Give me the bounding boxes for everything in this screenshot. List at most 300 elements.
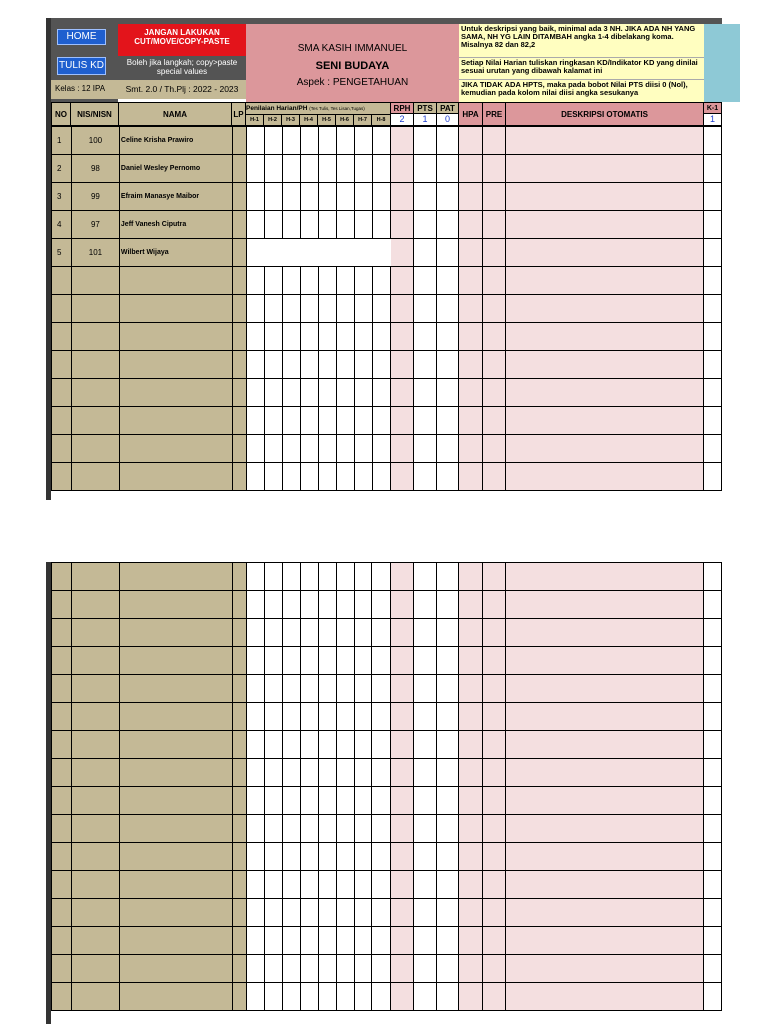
grid-cell[interactable]: [52, 703, 72, 731]
grid-cell[interactable]: [372, 843, 391, 871]
grid-cell[interactable]: [318, 211, 336, 239]
grid-cell[interactable]: [264, 815, 282, 843]
grid-cell[interactable]: [71, 647, 119, 675]
grid-cell[interactable]: [336, 267, 354, 295]
grid-cell[interactable]: [354, 591, 372, 619]
grid-cell[interactable]: [246, 871, 264, 899]
grid-cell[interactable]: [506, 267, 704, 295]
grid-cell[interactable]: [264, 267, 282, 295]
grid-cell[interactable]: [437, 183, 459, 211]
grid-cell[interactable]: [437, 155, 459, 183]
grid-cell[interactable]: [372, 351, 391, 379]
grid-cell[interactable]: [300, 239, 318, 267]
grid-cell[interactable]: [232, 295, 246, 323]
grid-cell[interactable]: [264, 351, 282, 379]
grid-cell[interactable]: [506, 435, 704, 463]
grid-cell[interactable]: [391, 983, 414, 1011]
grid-cell[interactable]: [282, 759, 300, 787]
grid-cell[interactable]: [483, 435, 506, 463]
student-name[interactable]: Wilbert Wijaya: [119, 239, 232, 267]
grid-cell[interactable]: [119, 351, 232, 379]
grid-cell[interactable]: [372, 927, 391, 955]
grid-cell[interactable]: [506, 407, 704, 435]
grid-cell[interactable]: [414, 463, 437, 491]
grid-cell[interactable]: [232, 647, 246, 675]
grid-cell[interactable]: [483, 619, 506, 647]
grid-cell[interactable]: [318, 647, 336, 675]
grid-cell[interactable]: [264, 955, 282, 983]
grid-cell[interactable]: [354, 619, 372, 647]
grid-cell[interactable]: [119, 871, 232, 899]
grid-cell[interactable]: [354, 155, 372, 183]
grid-cell[interactable]: [459, 815, 483, 843]
grid-cell[interactable]: [483, 591, 506, 619]
grid-cell[interactable]: [437, 463, 459, 491]
grid-cell[interactable]: [437, 899, 459, 927]
grid-cell[interactable]: [119, 295, 232, 323]
grid-cell[interactable]: [119, 647, 232, 675]
grid-cell[interactable]: [703, 563, 721, 591]
grid-cell[interactable]: [414, 899, 437, 927]
grid-cell[interactable]: [354, 983, 372, 1011]
grid-cell[interactable]: [232, 787, 246, 815]
grid-cell[interactable]: [264, 295, 282, 323]
grid-cell[interactable]: [318, 675, 336, 703]
grid-cell[interactable]: [71, 899, 119, 927]
grid-cell[interactable]: [318, 563, 336, 591]
grid-cell[interactable]: [336, 927, 354, 955]
grid-cell[interactable]: [300, 983, 318, 1011]
grid-cell[interactable]: [318, 871, 336, 899]
grid-cell[interactable]: [391, 787, 414, 815]
grid-cell[interactable]: [703, 955, 721, 983]
grid-cell[interactable]: [703, 899, 721, 927]
grid-cell[interactable]: [414, 927, 437, 955]
grid-cell[interactable]: [318, 787, 336, 815]
grid-cell[interactable]: [71, 323, 119, 351]
grid-cell[interactable]: [391, 407, 414, 435]
grid-cell[interactable]: [414, 955, 437, 983]
grid-cell[interactable]: [703, 647, 721, 675]
grid-cell[interactable]: [336, 787, 354, 815]
grid-cell[interactable]: [71, 267, 119, 295]
grid-cell[interactable]: [246, 563, 264, 591]
grid-cell[interactable]: [318, 435, 336, 463]
grid-cell[interactable]: [703, 927, 721, 955]
grid-cell[interactable]: [703, 239, 721, 267]
grid-cell[interactable]: [354, 435, 372, 463]
grid-cell[interactable]: [483, 759, 506, 787]
grid-cell[interactable]: [282, 127, 300, 155]
grid-cell[interactable]: [264, 155, 282, 183]
grid-cell[interactable]: [300, 323, 318, 351]
grid-cell[interactable]: [459, 379, 483, 407]
grid-cell[interactable]: [246, 155, 264, 183]
grid-cell[interactable]: [391, 323, 414, 351]
grid-cell[interactable]: [437, 351, 459, 379]
grid-cell[interactable]: [483, 407, 506, 435]
grid-cell[interactable]: [300, 407, 318, 435]
grid-cell[interactable]: [246, 379, 264, 407]
grid-cell[interactable]: [52, 815, 72, 843]
grid-cell[interactable]: [264, 239, 282, 267]
grid-cell[interactable]: [414, 703, 437, 731]
grid-cell[interactable]: [232, 183, 246, 211]
grid-cell[interactable]: [414, 407, 437, 435]
grid-cell[interactable]: [71, 703, 119, 731]
grid-cell[interactable]: [282, 267, 300, 295]
grid-cell[interactable]: [703, 323, 721, 351]
grid-cell[interactable]: [336, 983, 354, 1011]
grid-cell[interactable]: [232, 127, 246, 155]
grid-cell[interactable]: [336, 563, 354, 591]
grid-cell[interactable]: [372, 211, 391, 239]
grid-cell[interactable]: [354, 899, 372, 927]
grid-cell[interactable]: [391, 731, 414, 759]
grid-cell[interactable]: [71, 815, 119, 843]
grid-cell[interactable]: [318, 983, 336, 1011]
grid-cell[interactable]: [437, 955, 459, 983]
grid-cell[interactable]: [437, 983, 459, 1011]
grid-cell[interactable]: [459, 435, 483, 463]
student-nis[interactable]: 98: [71, 155, 119, 183]
grid-cell[interactable]: [391, 955, 414, 983]
grid-cell[interactable]: [119, 675, 232, 703]
grid-cell[interactable]: [483, 899, 506, 927]
grid-cell[interactable]: [246, 899, 264, 927]
grid-cell[interactable]: [459, 675, 483, 703]
grid-cell[interactable]: [354, 239, 372, 267]
grid-cell[interactable]: [336, 295, 354, 323]
grid-cell[interactable]: [703, 267, 721, 295]
grid-cell[interactable]: [506, 239, 704, 267]
grid-cell[interactable]: [246, 435, 264, 463]
grid-cell[interactable]: [264, 619, 282, 647]
grid-cell[interactable]: [506, 731, 704, 759]
grid-cell[interactable]: [52, 983, 72, 1011]
grid-cell[interactable]: [300, 759, 318, 787]
grid-cell[interactable]: [119, 815, 232, 843]
grid-cell[interactable]: [336, 407, 354, 435]
grid-cell[interactable]: [52, 323, 72, 351]
grid-cell[interactable]: [282, 647, 300, 675]
grid-cell[interactable]: [354, 703, 372, 731]
grid-cell[interactable]: [459, 127, 483, 155]
grid-cell[interactable]: [264, 591, 282, 619]
grid-cell[interactable]: [354, 787, 372, 815]
grid-cell[interactable]: [703, 871, 721, 899]
grid-cell[interactable]: [391, 619, 414, 647]
grid-cell[interactable]: [483, 323, 506, 351]
grid-cell[interactable]: [264, 927, 282, 955]
grid-cell[interactable]: [232, 843, 246, 871]
grid-cell[interactable]: [391, 703, 414, 731]
grid-cell[interactable]: [52, 731, 72, 759]
grid-cell[interactable]: [459, 871, 483, 899]
grid-cell[interactable]: [300, 815, 318, 843]
grid-cell[interactable]: [264, 731, 282, 759]
student-no[interactable]: 5: [52, 239, 72, 267]
grid-cell[interactable]: [336, 731, 354, 759]
grid-cell[interactable]: [483, 731, 506, 759]
rph-weight[interactable]: 2: [391, 114, 414, 126]
grid-cell[interactable]: [318, 351, 336, 379]
grid-cell[interactable]: [483, 675, 506, 703]
grid-cell[interactable]: [391, 563, 414, 591]
grid-cell[interactable]: [506, 927, 704, 955]
grid-cell[interactable]: [336, 955, 354, 983]
grid-cell[interactable]: [372, 295, 391, 323]
grid-cell[interactable]: [246, 267, 264, 295]
grid-cell[interactable]: [246, 463, 264, 491]
grid-cell[interactable]: [372, 435, 391, 463]
grid-cell[interactable]: [264, 647, 282, 675]
grid-cell[interactable]: [391, 759, 414, 787]
grid-cell[interactable]: [71, 955, 119, 983]
grid-cell[interactable]: [336, 183, 354, 211]
student-nis[interactable]: 100: [71, 127, 119, 155]
student-no[interactable]: 2: [52, 155, 72, 183]
grid-cell[interactable]: [354, 211, 372, 239]
grid-cell[interactable]: [372, 463, 391, 491]
grid-cell[interactable]: [71, 759, 119, 787]
grid-cell[interactable]: [414, 815, 437, 843]
pat-weight[interactable]: 0: [437, 114, 459, 126]
grid-cell[interactable]: [703, 787, 721, 815]
grid-cell[interactable]: [703, 759, 721, 787]
grid-cell[interactable]: [282, 731, 300, 759]
grid-cell[interactable]: [391, 647, 414, 675]
grid-cell[interactable]: [372, 183, 391, 211]
grid-cell[interactable]: [318, 155, 336, 183]
grid-cell[interactable]: [391, 871, 414, 899]
grid-cell[interactable]: [71, 591, 119, 619]
grid-cell[interactable]: [282, 155, 300, 183]
grid-cell[interactable]: [318, 239, 336, 267]
grid-cell[interactable]: [506, 295, 704, 323]
grid-cell[interactable]: [246, 127, 264, 155]
grid-cell[interactable]: [246, 927, 264, 955]
grid-cell[interactable]: [52, 463, 72, 491]
grid-cell[interactable]: [703, 351, 721, 379]
grid-cell[interactable]: [459, 759, 483, 787]
grid-cell[interactable]: [391, 239, 414, 267]
grid-cell[interactable]: [391, 463, 414, 491]
grid-cell[interactable]: [52, 787, 72, 815]
grid-cell[interactable]: [437, 787, 459, 815]
grid-cell[interactable]: [336, 351, 354, 379]
grid-cell[interactable]: [391, 591, 414, 619]
grid-cell[interactable]: [232, 619, 246, 647]
grid-cell[interactable]: [119, 435, 232, 463]
grid-cell[interactable]: [354, 407, 372, 435]
grid-cell[interactable]: [336, 379, 354, 407]
grid-cell[interactable]: [414, 619, 437, 647]
grid-cell[interactable]: [246, 759, 264, 787]
grid-cell[interactable]: [336, 323, 354, 351]
grid-cell[interactable]: [703, 675, 721, 703]
grid-cell[interactable]: [483, 815, 506, 843]
grid-cell[interactable]: [372, 675, 391, 703]
grid-cell[interactable]: [282, 983, 300, 1011]
grid-cell[interactable]: [372, 619, 391, 647]
grid-cell[interactable]: [336, 647, 354, 675]
student-no[interactable]: 3: [52, 183, 72, 211]
grid-cell[interactable]: [459, 239, 483, 267]
grid-cell[interactable]: [282, 295, 300, 323]
grid-cell[interactable]: [437, 927, 459, 955]
grid-cell[interactable]: [300, 927, 318, 955]
grid-cell[interactable]: [246, 407, 264, 435]
grid-cell[interactable]: [119, 463, 232, 491]
grid-cell[interactable]: [232, 379, 246, 407]
grid-cell[interactable]: [232, 563, 246, 591]
grid-cell[interactable]: [354, 563, 372, 591]
grid-cell[interactable]: [232, 983, 246, 1011]
grid-cell[interactable]: [246, 211, 264, 239]
grid-cell[interactable]: [372, 127, 391, 155]
grid-cell[interactable]: [119, 703, 232, 731]
grid-cell[interactable]: [264, 675, 282, 703]
grid-cell[interactable]: [459, 843, 483, 871]
grid-cell[interactable]: [246, 955, 264, 983]
grid-cell[interactable]: [232, 955, 246, 983]
grid-cell[interactable]: [506, 323, 704, 351]
grid-cell[interactable]: [246, 591, 264, 619]
grid-cell[interactable]: [391, 675, 414, 703]
grid-cell[interactable]: [300, 787, 318, 815]
grid-cell[interactable]: [71, 295, 119, 323]
grid-cell[interactable]: [483, 871, 506, 899]
grid-cell[interactable]: [318, 379, 336, 407]
grid-cell[interactable]: [282, 435, 300, 463]
grid-cell[interactable]: [232, 871, 246, 899]
grid-cell[interactable]: [264, 871, 282, 899]
grid-cell[interactable]: [71, 983, 119, 1011]
grid-cell[interactable]: [483, 267, 506, 295]
grid-cell[interactable]: [437, 295, 459, 323]
grid-cell[interactable]: [119, 731, 232, 759]
grid-cell[interactable]: [336, 435, 354, 463]
grid-cell[interactable]: [318, 899, 336, 927]
grid-cell[interactable]: [318, 267, 336, 295]
grid-cell[interactable]: [282, 927, 300, 955]
grid-cell[interactable]: [414, 155, 437, 183]
grid-cell[interactable]: [437, 703, 459, 731]
grid-cell[interactable]: [318, 843, 336, 871]
grid-cell[interactable]: [459, 647, 483, 675]
grid-cell[interactable]: [336, 155, 354, 183]
grid-cell[interactable]: [459, 591, 483, 619]
grid-cell[interactable]: [459, 927, 483, 955]
grid-cell[interactable]: [282, 379, 300, 407]
grid-cell[interactable]: [300, 619, 318, 647]
tulis-kd-button[interactable]: TULIS KD: [57, 57, 106, 75]
grid-cell[interactable]: [414, 731, 437, 759]
grid-cell[interactable]: [437, 435, 459, 463]
grid-cell[interactable]: [391, 183, 414, 211]
grid-cell[interactable]: [703, 619, 721, 647]
grid-cell[interactable]: [119, 267, 232, 295]
grid-cell[interactable]: [354, 871, 372, 899]
grid-cell[interactable]: [391, 127, 414, 155]
student-nis[interactable]: 99: [71, 183, 119, 211]
grid-cell[interactable]: [282, 787, 300, 815]
grid-cell[interactable]: [414, 323, 437, 351]
grid-cell[interactable]: [372, 591, 391, 619]
grid-cell[interactable]: [318, 731, 336, 759]
grid-cell[interactable]: [246, 239, 264, 267]
grid-cell[interactable]: [703, 155, 721, 183]
grid-cell[interactable]: [336, 815, 354, 843]
grid-cell[interactable]: [354, 647, 372, 675]
grid-cell[interactable]: [119, 379, 232, 407]
grid-cell[interactable]: [318, 815, 336, 843]
grid-cell[interactable]: [52, 899, 72, 927]
grid-cell[interactable]: [318, 703, 336, 731]
grid-cell[interactable]: [506, 563, 704, 591]
grid-cell[interactable]: [318, 619, 336, 647]
grid-cell[interactable]: [506, 675, 704, 703]
grid-cell[interactable]: [52, 591, 72, 619]
grid-cell[interactable]: [52, 871, 72, 899]
grid-cell[interactable]: [391, 843, 414, 871]
grid-cell[interactable]: [372, 899, 391, 927]
grid-cell[interactable]: [372, 155, 391, 183]
grid-cell[interactable]: [232, 155, 246, 183]
grid-cell[interactable]: [483, 955, 506, 983]
grid-cell[interactable]: [232, 435, 246, 463]
grid-cell[interactable]: [282, 955, 300, 983]
grid-cell[interactable]: [71, 351, 119, 379]
grid-cell[interactable]: [232, 759, 246, 787]
grid-cell[interactable]: [336, 591, 354, 619]
grid-cell[interactable]: [300, 295, 318, 323]
grid-cell[interactable]: [282, 463, 300, 491]
grid-cell[interactable]: [119, 899, 232, 927]
grid-cell[interactable]: [336, 843, 354, 871]
grid-cell[interactable]: [232, 591, 246, 619]
grid-cell[interactable]: [119, 759, 232, 787]
grid-cell[interactable]: [414, 267, 437, 295]
grid-cell[interactable]: [414, 647, 437, 675]
grid-cell[interactable]: [459, 563, 483, 591]
grid-cell[interactable]: [246, 787, 264, 815]
grid-cell[interactable]: [318, 955, 336, 983]
grid-cell[interactable]: [437, 647, 459, 675]
grid-cell[interactable]: [506, 379, 704, 407]
grid-cell[interactable]: [372, 871, 391, 899]
grid-cell[interactable]: [336, 619, 354, 647]
grid-cell[interactable]: [703, 379, 721, 407]
grid-cell[interactable]: [391, 899, 414, 927]
grid-cell[interactable]: [318, 927, 336, 955]
grid-cell[interactable]: [282, 871, 300, 899]
grid-cell[interactable]: [336, 211, 354, 239]
grid-cell[interactable]: [506, 591, 704, 619]
grid-cell[interactable]: [52, 759, 72, 787]
grid-cell[interactable]: [119, 563, 232, 591]
grid-cell[interactable]: [52, 267, 72, 295]
grid-cell[interactable]: [703, 815, 721, 843]
grid-cell[interactable]: [282, 351, 300, 379]
grid-cell[interactable]: [264, 127, 282, 155]
grid-cell[interactable]: [459, 983, 483, 1011]
grid-cell[interactable]: [264, 787, 282, 815]
grid-cell[interactable]: [703, 295, 721, 323]
grid-cell[interactable]: [246, 675, 264, 703]
grid-cell[interactable]: [459, 211, 483, 239]
